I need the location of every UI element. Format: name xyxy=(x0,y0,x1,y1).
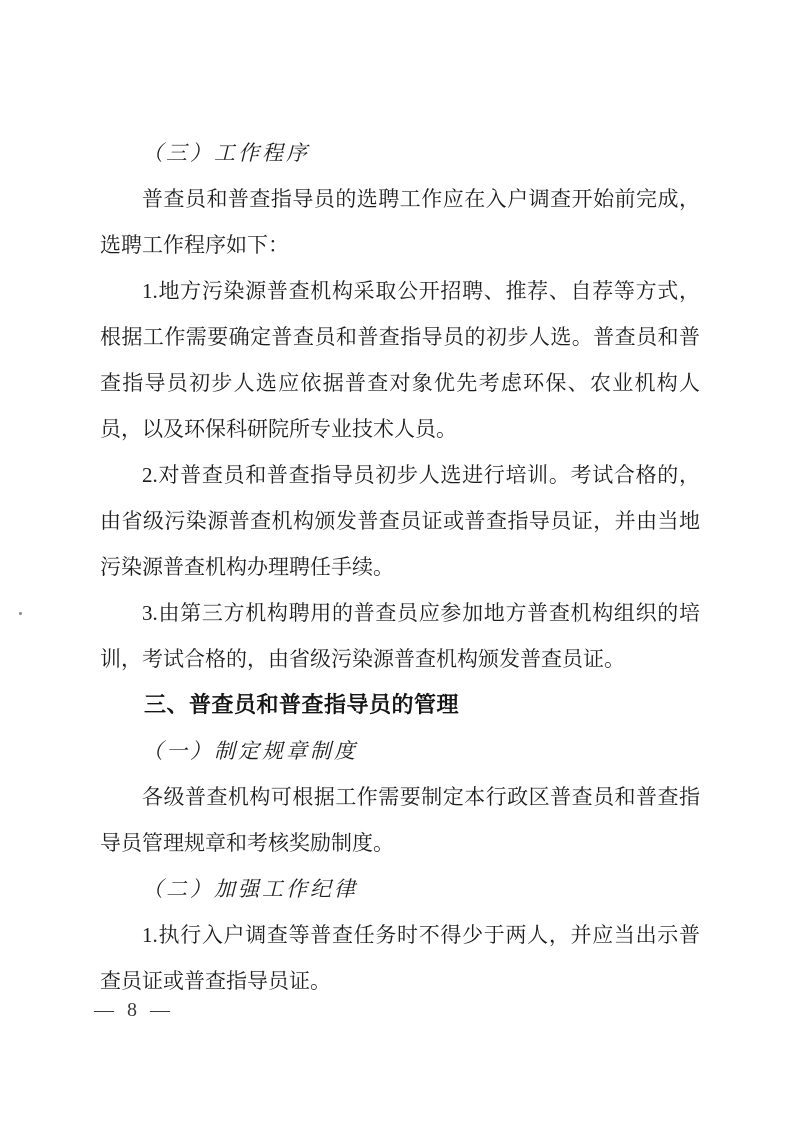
section-subheading-rules: （一）制定规章制度 xyxy=(142,739,358,763)
page-number: — 8 — xyxy=(94,999,174,1021)
body-paragraph-item-3: 3.由第三方机构聘用的普查员应参加地方普查机构组织的培训，考试合格的，由省级污染源普查机构颁发普查员证。 xyxy=(100,601,700,671)
section-heading-management: 三、普查员和普查指导员的管理 xyxy=(144,692,460,717)
document-body xyxy=(100,130,700,1004)
body-paragraph-item-1: 1.地方污染源普查机构采取公开招聘、推荐、自荐等方式，根据工作需要确定普查员和普查指导员的初步人选。普查员和普查指导员初步人选应依据普查对象优先考虑环保、农业机构人员，以及环保科研院所专业技术人员。 xyxy=(100,279,700,441)
body-paragraph: 普查员和普查指导员的选聘工作应在入户调查开始前完成，选聘工作程序如下： xyxy=(100,187,700,257)
section-subheading-work-procedure: （三）工作程序 xyxy=(142,141,310,165)
body-paragraph-item-2: 2.对普查员和普查指导员初步人选进行培训。考试合格的，由省级污染源普查机构颁发普查员证或普查指导员证，并由当地污染源普查机构办理聘任手续。 xyxy=(100,463,700,579)
body-paragraph: 各级普查机构可根据工作需要制定本行政区普查员和普查指导员管理规章和考核奖励制度。 xyxy=(100,785,700,855)
section-subheading-discipline: （二）加强工作纪律 xyxy=(142,877,358,901)
body-paragraph-item-1b: 1.执行入户调查等普查任务时不得少于两人，并应当出示普查员证或普查指导员证。 xyxy=(100,923,700,993)
scan-speck-artifact xyxy=(19,612,22,615)
